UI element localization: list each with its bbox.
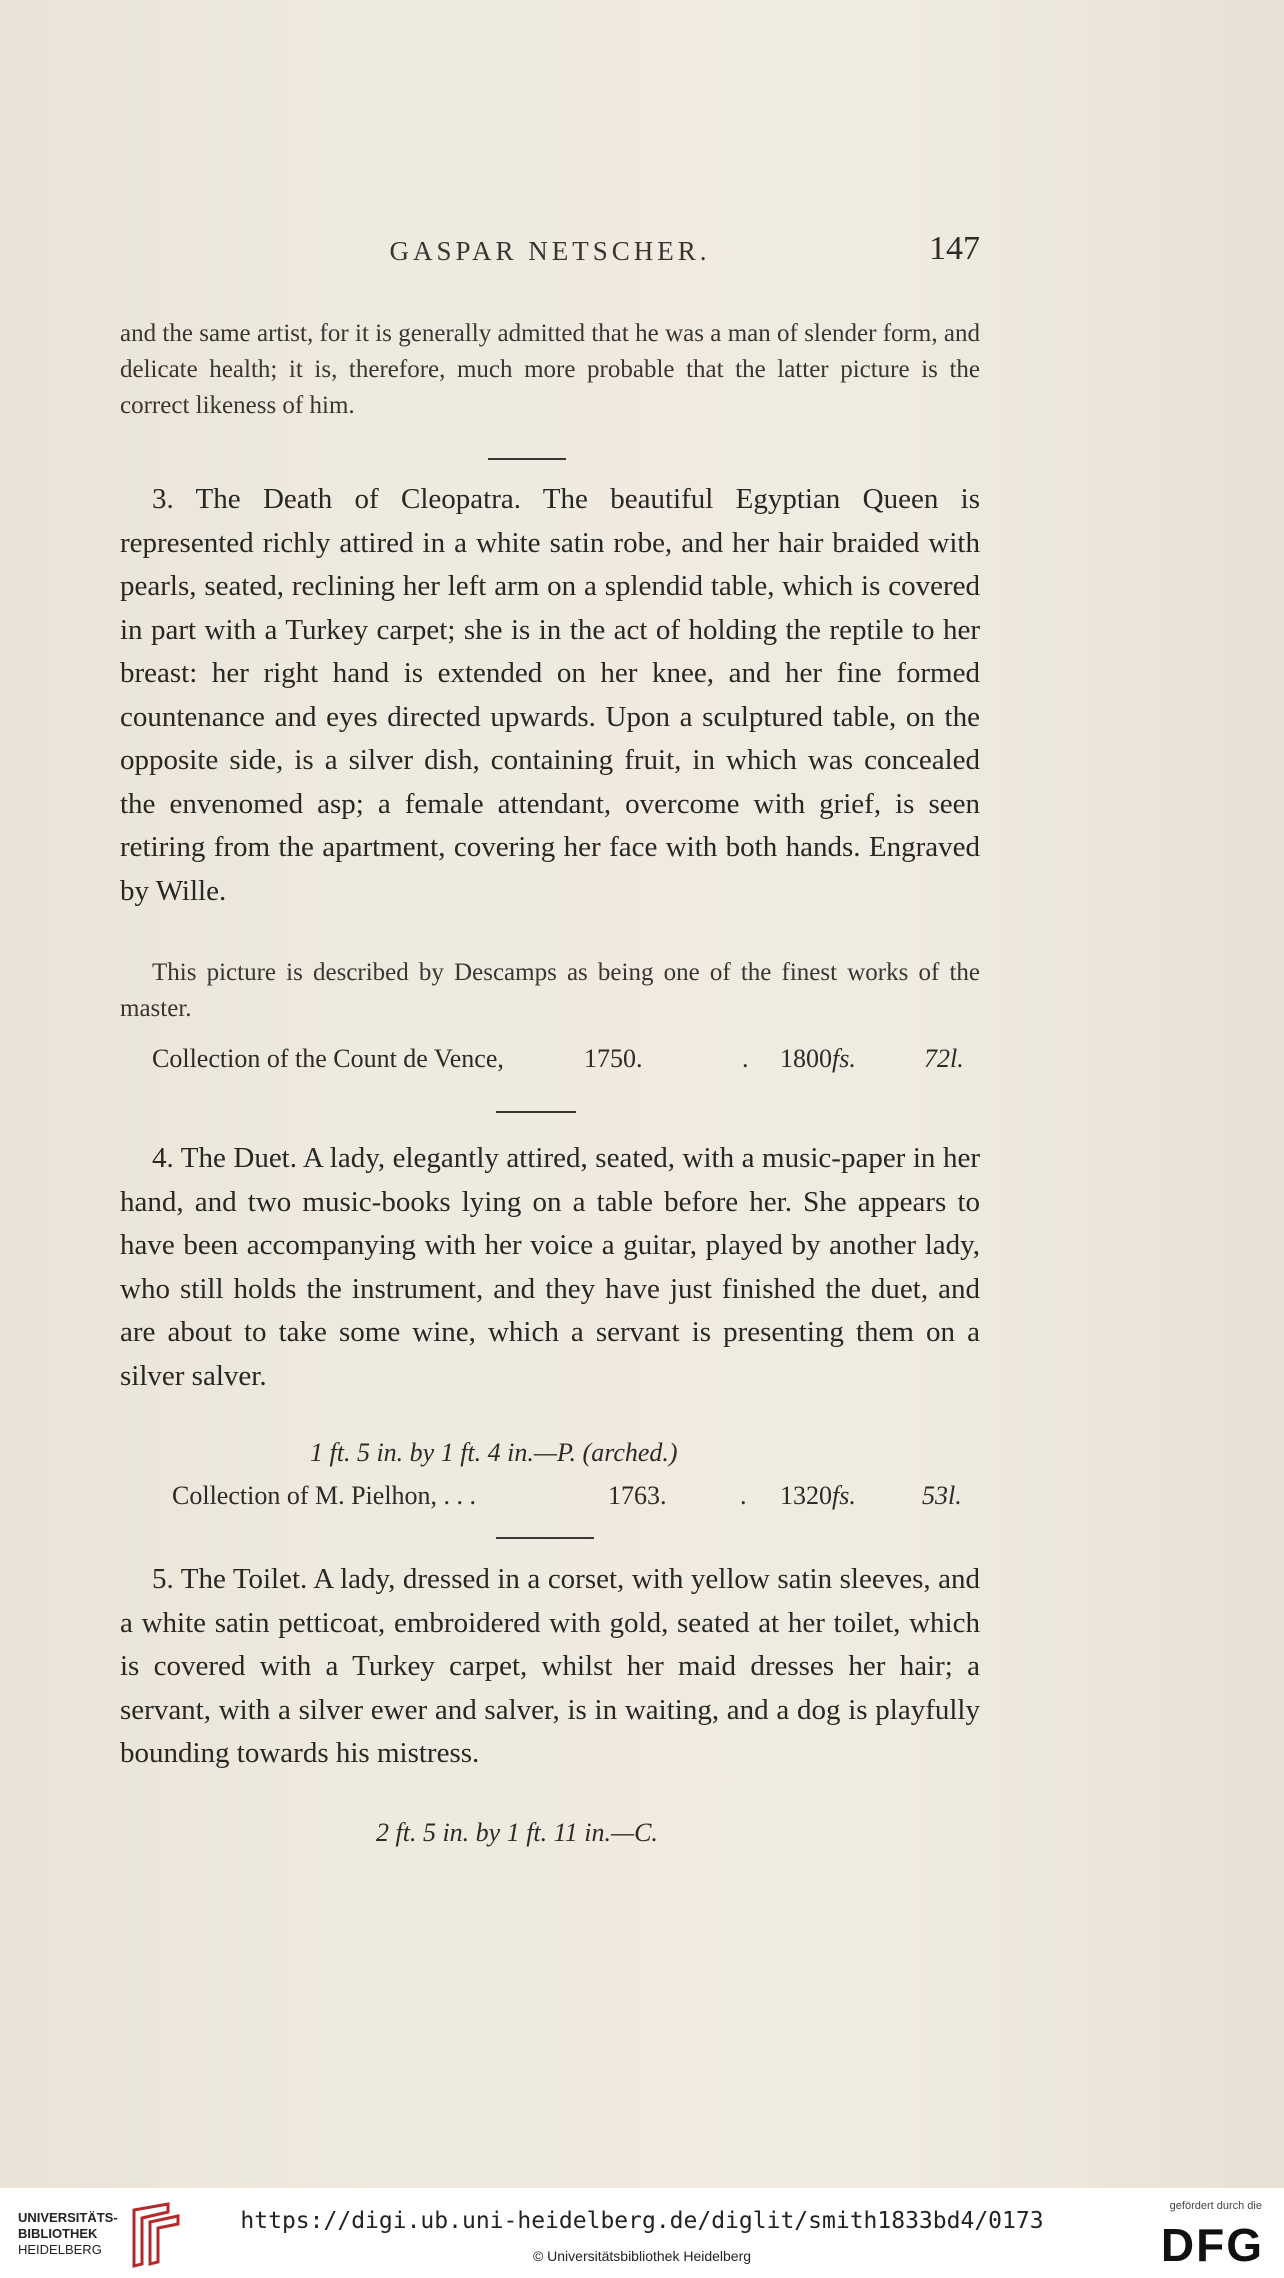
intro-paragraph: and the same artist, for it is generally admitted that he was a man of slender form, and delicate health; it is, therefore, much more probable that the latter picture is the correct likeness of him.: [120, 320, 980, 419]
francs-unit: fs.: [832, 1044, 856, 1073]
library-name-line1: UNIVERSITÄTS-: [18, 2210, 118, 2225]
entry-3-note: This picture is described by Descamps as being one of the finest works of the master.: [120, 959, 980, 1022]
collection-name: Collection of the Count de Vence,: [152, 1044, 504, 1073]
library-name-line2: BIBLIOTHEK: [18, 2226, 98, 2241]
copyright-notice: © Universitätsbibliothek Heidelberg: [532, 2248, 752, 2264]
francs-unit: fs.: [832, 1481, 856, 1510]
separator: .: [740, 1481, 747, 1510]
page-header: [120, 230, 980, 286]
section-divider: [496, 1111, 576, 1113]
sale-year: 1750.: [584, 1044, 643, 1073]
price-pounds: 53l.: [922, 1481, 962, 1510]
entry-4-provenance: [172, 1481, 982, 1517]
digitization-footer: [0, 2188, 1284, 2278]
price-francs: [780, 1044, 856, 1074]
entry-5-description: 5. The Toilet. A lady, dressed in a corset, with yellow satin sleeves, and a white satin petticoat, embroidered with gold, seated at her toilet, which is covered with a Turkey carpet, whilst her maid dresses her hair; a servant, with a silver ewer and salver, is in waiting, and a dog is playfully bounding towards his mistress.: [120, 1563, 980, 1769]
entry-3-description: 3. The Death of Cleopatra. The beautiful Egyptian Queen is represented richly attired in a white satin robe, and her hair braided with pearls, seated, reclining her left arm on a splendid table, which is covered in part with a Turkey carpet; she is in the act of holding the reptile to her breast: her right hand is extended on her knee, and her fine formed countenance and eyes directed upwards. Upon a sculptured table, on the opposite side, is a silver dish, containing fruit, in which was concealed the envenomed asp; a female attendant, overcome with grief, is seen retiring from the apartment, covering her face with both hands. Engraved by Wille.: [120, 483, 980, 907]
price-pounds: 72l.: [924, 1044, 964, 1073]
running-head: GASPAR NETSCHER.: [389, 236, 711, 266]
francs-value: 1320: [780, 1481, 832, 1510]
entry-5-dimensions: 2 ft. 5 in. by 1 ft. 11 in.—C.: [376, 1818, 658, 1847]
section-divider: [496, 1537, 594, 1539]
funding-note: gefördert durch die: [1169, 2200, 1262, 2212]
sale-year: 1763.: [608, 1481, 667, 1510]
section-divider: [488, 458, 566, 460]
library-name-line3: HEIDELBERG: [18, 2242, 102, 2257]
price-francs: [780, 1481, 856, 1511]
dfg-logo: DFG: [1160, 2219, 1264, 2271]
francs-value: 1800: [780, 1044, 832, 1073]
collection-name: Collection of M. Pielhon, . . .: [172, 1481, 477, 1510]
separator: .: [742, 1044, 749, 1073]
source-url-link[interactable]: https://digi.ub.uni-heidelberg.de/diglit/smith1833bd4/0173: [240, 2208, 1044, 2234]
entry-4-description: 4. The Duet. A lady, elegantly attired, seated, with a music-paper in her hand, and two music-books lying on a table before her. She appears to have been accompanying with her voice a guitar, played by another lady, who still holds the instrument, and they have just finished the duet, and are about to take some wine, which a servant is presenting them on a silver salver.: [120, 1142, 980, 1392]
page-number: 147: [929, 230, 980, 267]
entry-4-dimensions: 1 ft. 5 in. by 1 ft. 4 in.—P. (arched.): [310, 1438, 678, 1467]
entry-3-provenance: [152, 1044, 982, 1080]
